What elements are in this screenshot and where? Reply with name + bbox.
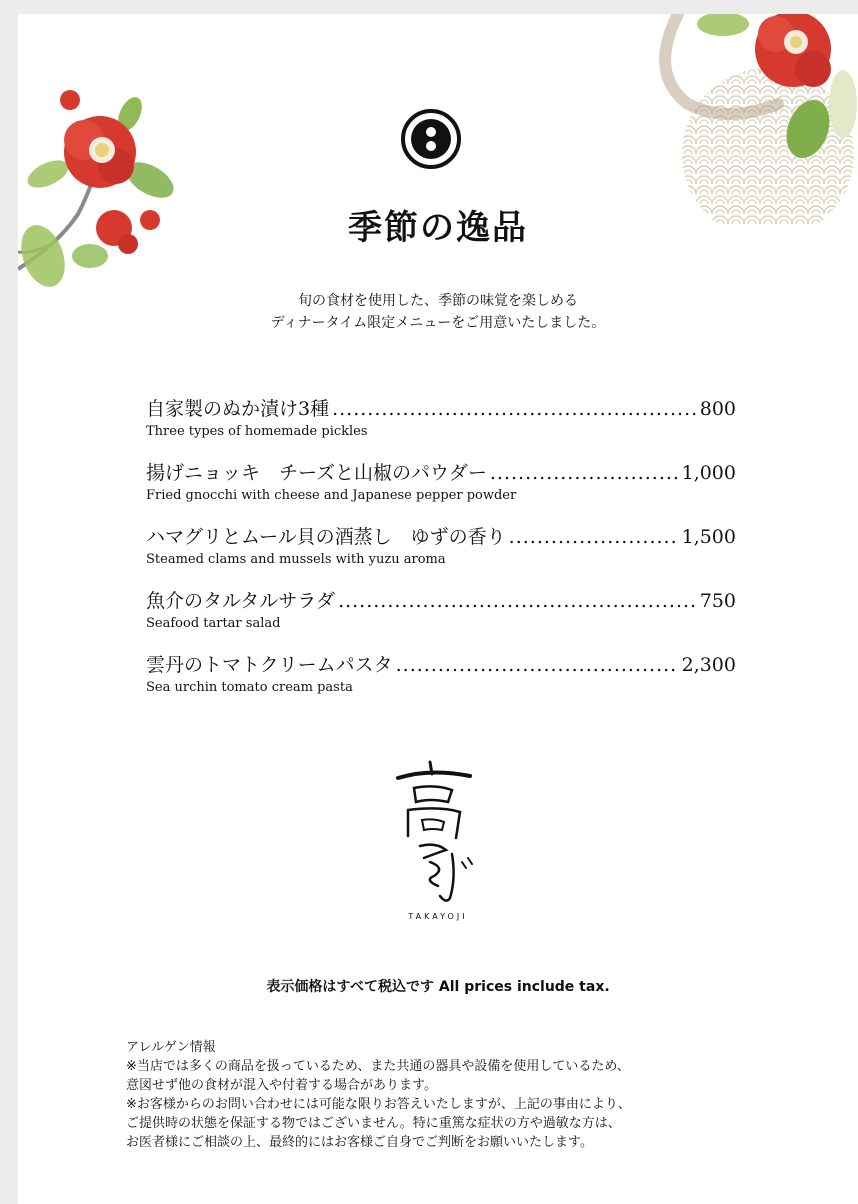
allergen-info [126, 1038, 786, 1152]
intro-line: ディナータイム限定メニューをご用意いたしました。 [270, 315, 606, 331]
menu-page [18, 14, 858, 1204]
calligraphy-logo-icon [390, 758, 480, 908]
menu-item [146, 458, 736, 522]
allergen-line: お医者様にご相談の上、最終的にはお客様ご自身でご判断をお願いいたします。 [126, 1135, 593, 1150]
leader-dots [338, 590, 697, 612]
menu-item [146, 586, 736, 650]
menu-item-price: 1,000 [681, 462, 736, 484]
menu-list [146, 394, 736, 714]
camellia-branch-icon [18, 84, 188, 294]
intro-line: 旬の食材を使用した、季節の味覚を楽しめる [298, 293, 578, 309]
menu-item-name: ハマグリとムール貝の酒蒸し ゆずの香り [146, 526, 506, 548]
menu-item-english: Fried gnocchi with cheese and Japanese pepper powder [146, 488, 517, 503]
menu-item [146, 394, 736, 458]
menu-item-price: 2,300 [681, 654, 736, 676]
camellia-wave-icon [648, 14, 858, 224]
intro-text [18, 290, 858, 334]
leader-dots [332, 398, 697, 420]
allergen-line: ※当店では多くの商品を扱っているため、また共通の器具や設備を使用しているため、 [126, 1059, 630, 1074]
menu-item-english: Sea urchin tomato cream pasta [146, 680, 353, 695]
menu-item-name: 自家製のぬか漬け3種 [146, 398, 330, 420]
menu-item-english: Seafood tartar salad [146, 616, 281, 631]
menu-item-price: 1,500 [681, 526, 736, 548]
leader-dots [490, 462, 679, 484]
allergen-title: アレルゲン情報 [126, 1040, 216, 1055]
menu-item [146, 650, 736, 714]
page-title: 季節の逸品 [348, 208, 528, 248]
allergen-line: 意図せず他の食材が混入や付着する場合があります。 [126, 1078, 437, 1093]
tax-note: 表示価格はすべて税込です All prices include tax. [266, 979, 610, 995]
crest-logo-icon [400, 108, 462, 170]
menu-item-english: Steamed clams and mussels with yuzu aroma [146, 552, 446, 567]
leader-dots [396, 654, 679, 676]
allergen-line: ※お客様からのお問い合わせには可能な限りお答えいたしますが、上記の事由により、 [126, 1097, 631, 1112]
allergen-line: ご提供時の状態を保証する物ではございません。特に重篤な症状の方や過敏な方は、 [126, 1116, 621, 1131]
menu-item-name: 雲丹のトマトクリームパスタ [146, 654, 393, 676]
menu-item-price: 800 [699, 398, 736, 420]
leader-dots [509, 526, 679, 548]
menu-item-name: 揚げニョッキ チーズと山椒のパウダー [146, 462, 487, 484]
menu-item-name: 魚介のタルタルサラダ [146, 590, 336, 612]
menu-item-english: Three types of homemade pickles [146, 424, 368, 439]
menu-item [146, 522, 736, 586]
menu-item-price: 750 [699, 590, 736, 612]
brand-romanized: TAKAYOJI [408, 912, 468, 921]
